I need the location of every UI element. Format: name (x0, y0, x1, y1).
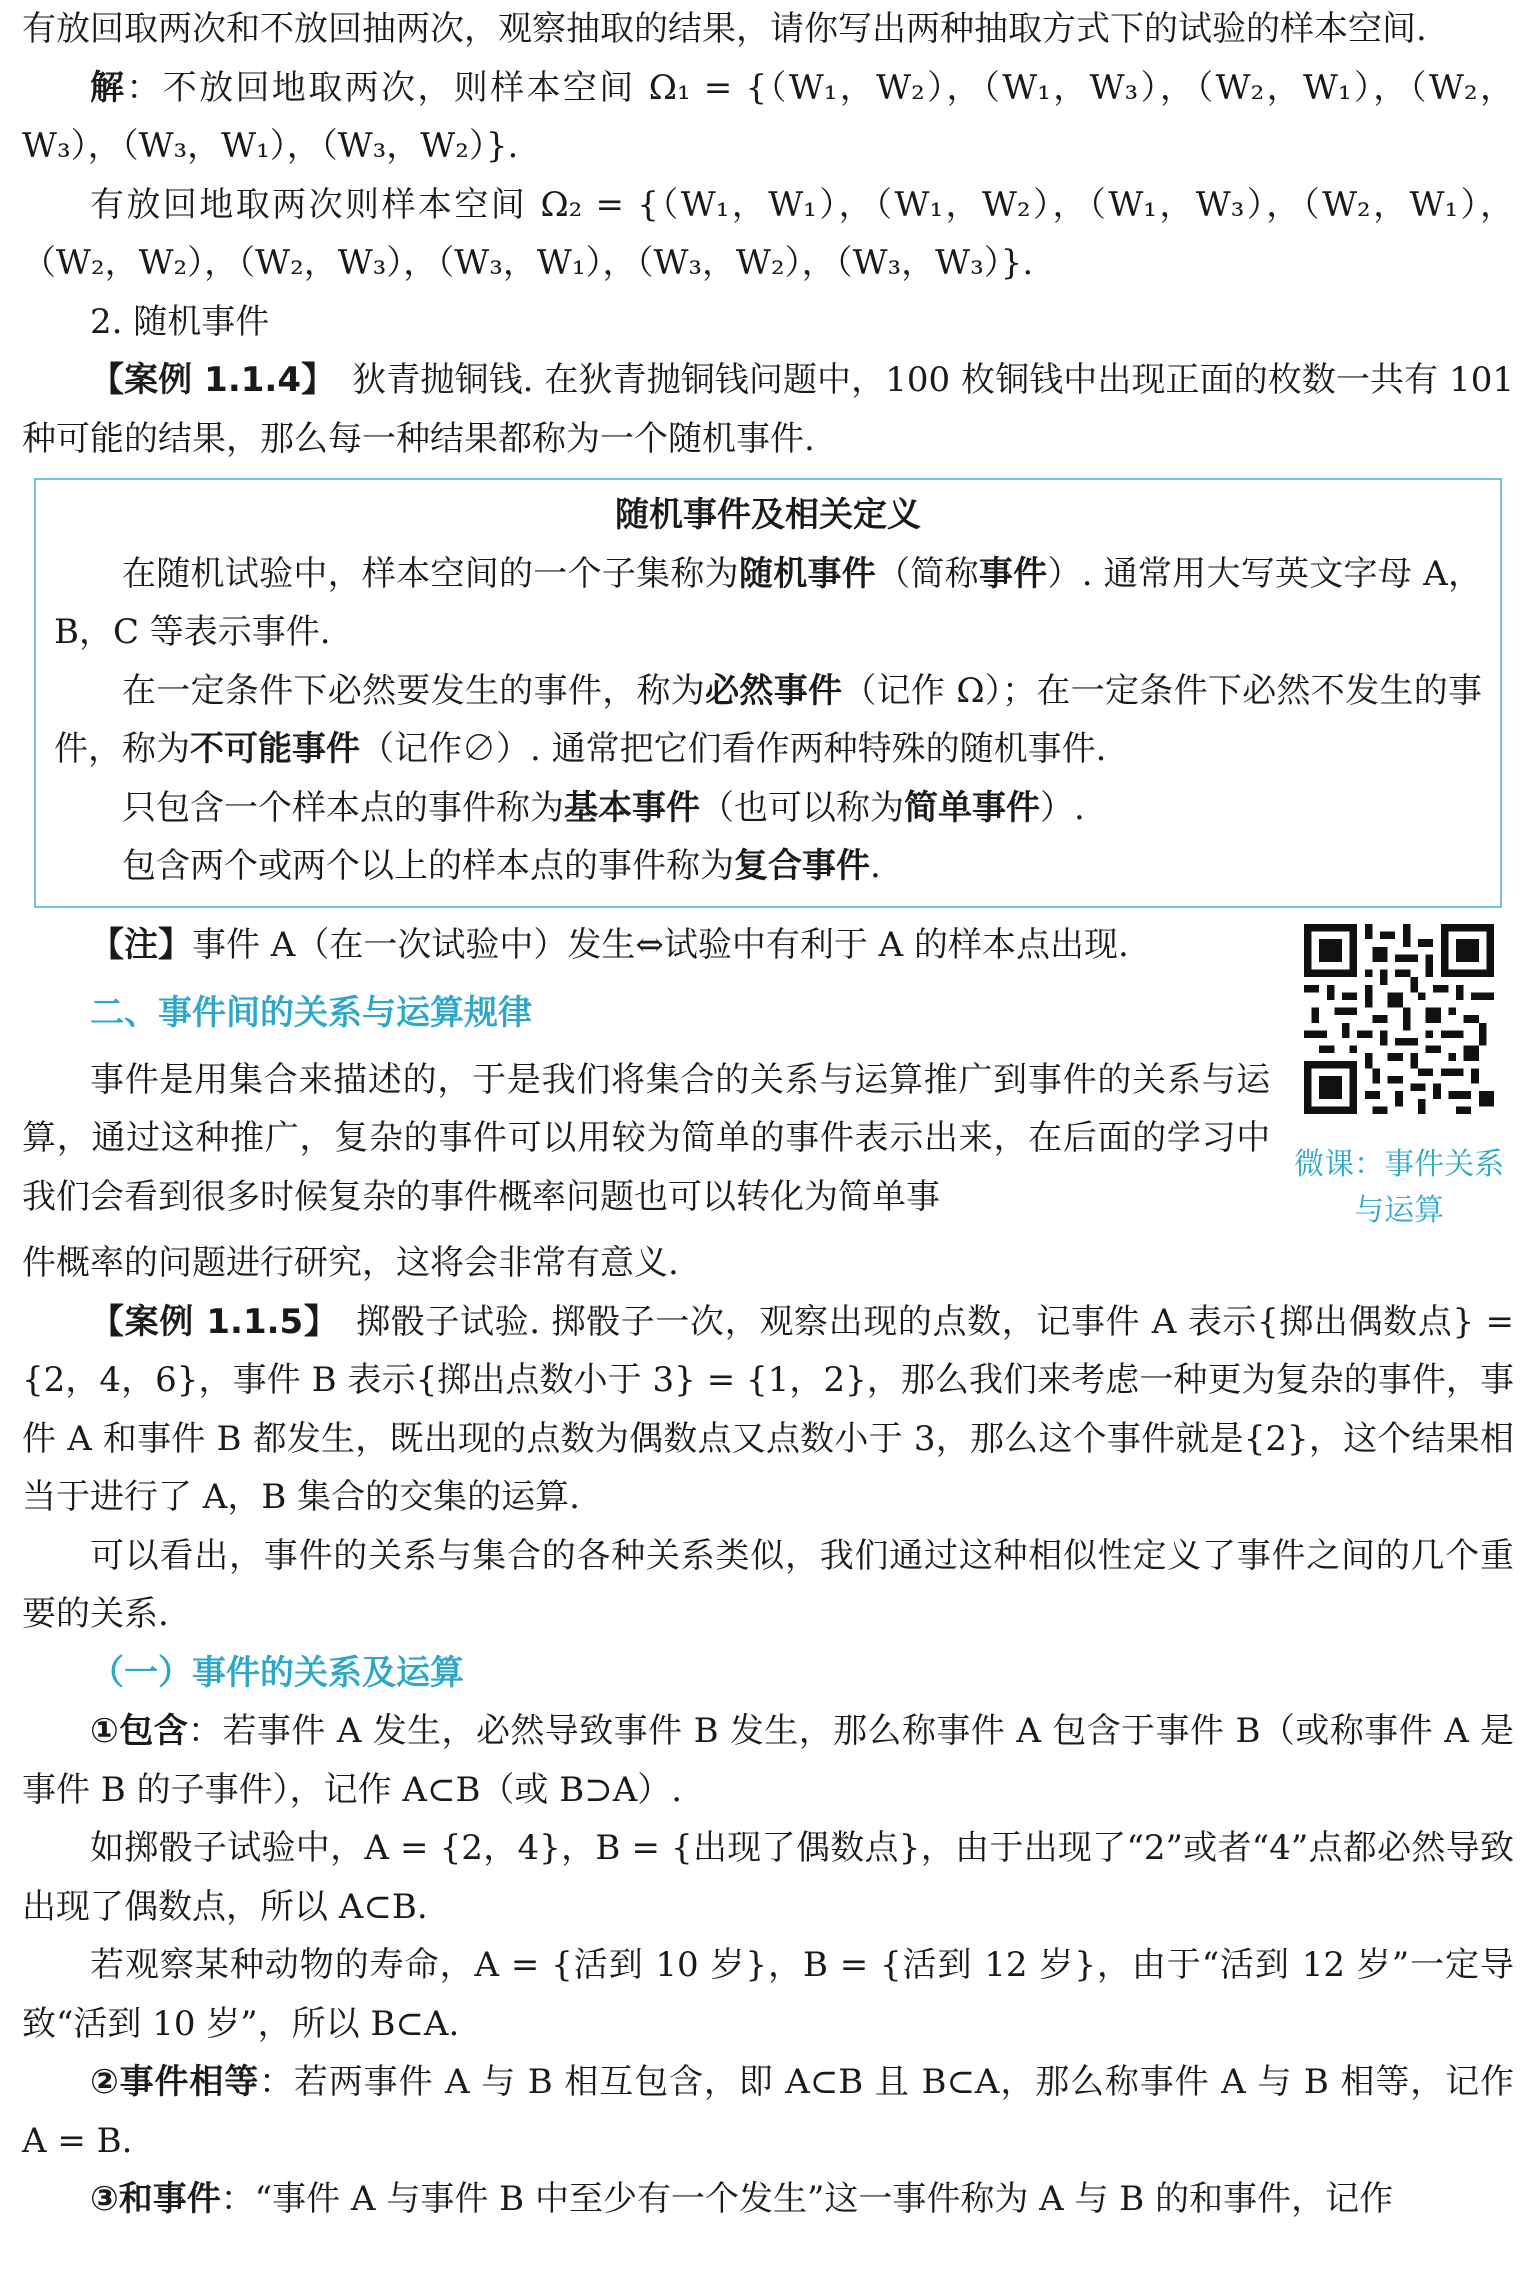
term-inclusion: ①包含 (90, 1711, 189, 1751)
term-union: ③和事件 (90, 2179, 221, 2219)
def-text: （也可以称为 (700, 787, 904, 828)
def-text: （简称 (876, 553, 979, 594)
paragraph-note (22, 916, 1270, 975)
definition-compound-event (54, 837, 1482, 896)
case-1-1-5-text: 掷骰子试验. 掷骰子一次，观察出现的点数，记事件 A 表示{掷出偶数点} = {2，4，6}，事件 B 表示{掷出点数小于 3} = {1，2}，那么我们来考虑一种更为复杂的事件，事件 A 和事件 B 都发生，既出现的点数为偶数点又点数小于 3，那么这个事件就是{2}，这个结果相当于进行了 A，B 集合的交集的运算. (22, 1301, 1515, 1517)
qr-block[interactable] (1284, 916, 1514, 1235)
paragraph-similarity: 可以看出，事件的关系与集合的各种关系类似，我们通过这种相似性定义了事件之间的几个重要的关系. (22, 1535, 1514, 1634)
def-text: （记作 Ω）；在一定条件下必然不发生的事件，称为 (54, 670, 1483, 769)
definition-certain-impossible (54, 662, 1482, 779)
paragraph-example-lifespan: 若观察某种动物的寿命，A = {活到 10 岁}，B = {活到 12 岁}，由于“活到 12 岁”一定导致“活到 10 岁”，所以 B⊂A. (22, 1945, 1514, 2044)
paragraph-example-dice: 如掷骰子试验中，A = {2，4}，B = {出现了偶数点}，由于出现了“2”或者“4”点都必然导致出现了偶数点，所以 A⊂B. (22, 1828, 1514, 1927)
qr-caption-line-1: 微课：事件关系 (1294, 1147, 1505, 1182)
term-random-event: 随机事件 (738, 553, 877, 594)
term-basic-event: 基本事件 (564, 787, 700, 828)
def-text: . (870, 846, 881, 886)
heading-random-event: 2. 随机事件 (90, 301, 270, 342)
section-left-column (22, 916, 1270, 1235)
paragraph-relation-union (22, 2170, 1514, 2229)
qr-code-icon[interactable] (1304, 924, 1494, 1114)
paragraph-relation-inclusion (22, 1702, 1514, 1819)
def-text: ）. 通常用大写英文字母 A，B，C 等表示事件. (54, 553, 1483, 652)
term-event: 事件 (978, 553, 1048, 594)
relation-text: ：若两事件 A 与 B 相互包含，即 A⊂B 且 B⊂A，那么称事件 A 与 B 相等，记作 A = B. (22, 2062, 1514, 2161)
relation-text: ：若事件 A 发生，必然导致事件 B 发生，那么称事件 A 包含于事件 B（或称事件 A 是事件 B 的子事件），记作 A⊂B（或 B⊃A）. (22, 1711, 1514, 1810)
subsection-heading-relations: （一）事件的关系及运算 (90, 1652, 464, 1693)
section-heading-relations: 二、事件间的关系与运算规律 (90, 993, 532, 1033)
case-1-1-5-label: 【案例 1.1.5】 (90, 1301, 322, 1342)
note-label: 【注】 (90, 924, 192, 965)
def-text: （记作∅）. 通常把它们看作两种特殊的随机事件. (360, 729, 1107, 769)
def-text: 在一定条件下必然要发生的事件，称为 (122, 670, 706, 711)
section-with-qr (22, 916, 1514, 1235)
term-impossible-event: 不可能事件 (190, 729, 360, 769)
case-1-1-4-label: 【案例 1.1.4】 (90, 360, 319, 400)
term-simple-event: 简单事件 (904, 787, 1040, 828)
def-text: 在随机试验中，样本空间的一个子集称为 (122, 553, 739, 594)
paragraph-intro-relations: 事件是用集合来描述的，于是我们将集合的关系与运算推广到事件的关系与运算，通过这种推广，复杂的事件可以用较为简单的事件表示出来，在后面的学习中我们会看到很多时候复杂的事件概率问题也可以转化为简单事 (22, 1059, 1271, 1217)
term-equality: ②事件相等 (90, 2062, 260, 2102)
def-text: 只包含一个样本点的事件称为 (122, 787, 564, 828)
term-certain-event: 必然事件 (705, 670, 843, 711)
paragraph-problem-statement: 有放回取两次和不放回抽两次，观察抽取的结果，请你写出两种抽取方式下的试验的样本空间. (22, 9, 1427, 49)
relation-text: ：“事件 A 与事件 B 中至少有一个发生”这一事件称为 A 与 B 的和事件，记作 (220, 2179, 1394, 2219)
solution-text: ：不放回地取两次，则样本空间 Ω₁ = {（W₁，W₂），（W₁，W₃），（W₂，W₁），（W₂，W₃），（W₃，W₁），（W₃，W₂）}. (22, 67, 1514, 166)
solution-label: 解 (90, 67, 127, 108)
definition-box (34, 478, 1502, 908)
note-text: 事件 A（在一次试验中）发生⇔试验中有利于 A 的样本点出现. (192, 924, 1129, 965)
case-1-1-4-text: 狄青抛铜钱. 在狄青抛铜钱问题中，100 枚铜钱中出现正面的枚数一共有 101 种可能的结果，那么每一种结果都称为一个随机事件. (22, 360, 1515, 459)
def-text: ）. (1040, 787, 1085, 828)
def-text: 包含两个或两个以上的样本点的事件称为 (122, 846, 734, 886)
qr-caption-line-2: 与运算 (1354, 1193, 1445, 1228)
paragraph-solution-without-replacement (22, 59, 1514, 176)
paragraph-intro-relations-end: 件概率的问题进行研究，这将会非常有意义. (22, 1243, 679, 1283)
paragraph-relation-equality (22, 2053, 1514, 2170)
paragraph-case-1-1-4 (22, 351, 1514, 468)
paragraph-solution-with-replacement: 有放回地取两次则样本空间 Ω₂ = {（W₁，W₁），（W₁，W₂），（W₁，W₃），（W₂，W₁），（W₂，W₂），（W₂，W₃），（W₃，W₁），（W₃，W₂），（W₃，W₃）}. (22, 184, 1514, 283)
paragraph-case-1-1-5 (22, 1293, 1514, 1527)
definition-random-event (54, 545, 1482, 662)
term-compound-event: 复合事件 (734, 846, 870, 886)
definition-basic-event (54, 779, 1482, 838)
definition-box-title: 随机事件及相关定义 (615, 495, 921, 535)
